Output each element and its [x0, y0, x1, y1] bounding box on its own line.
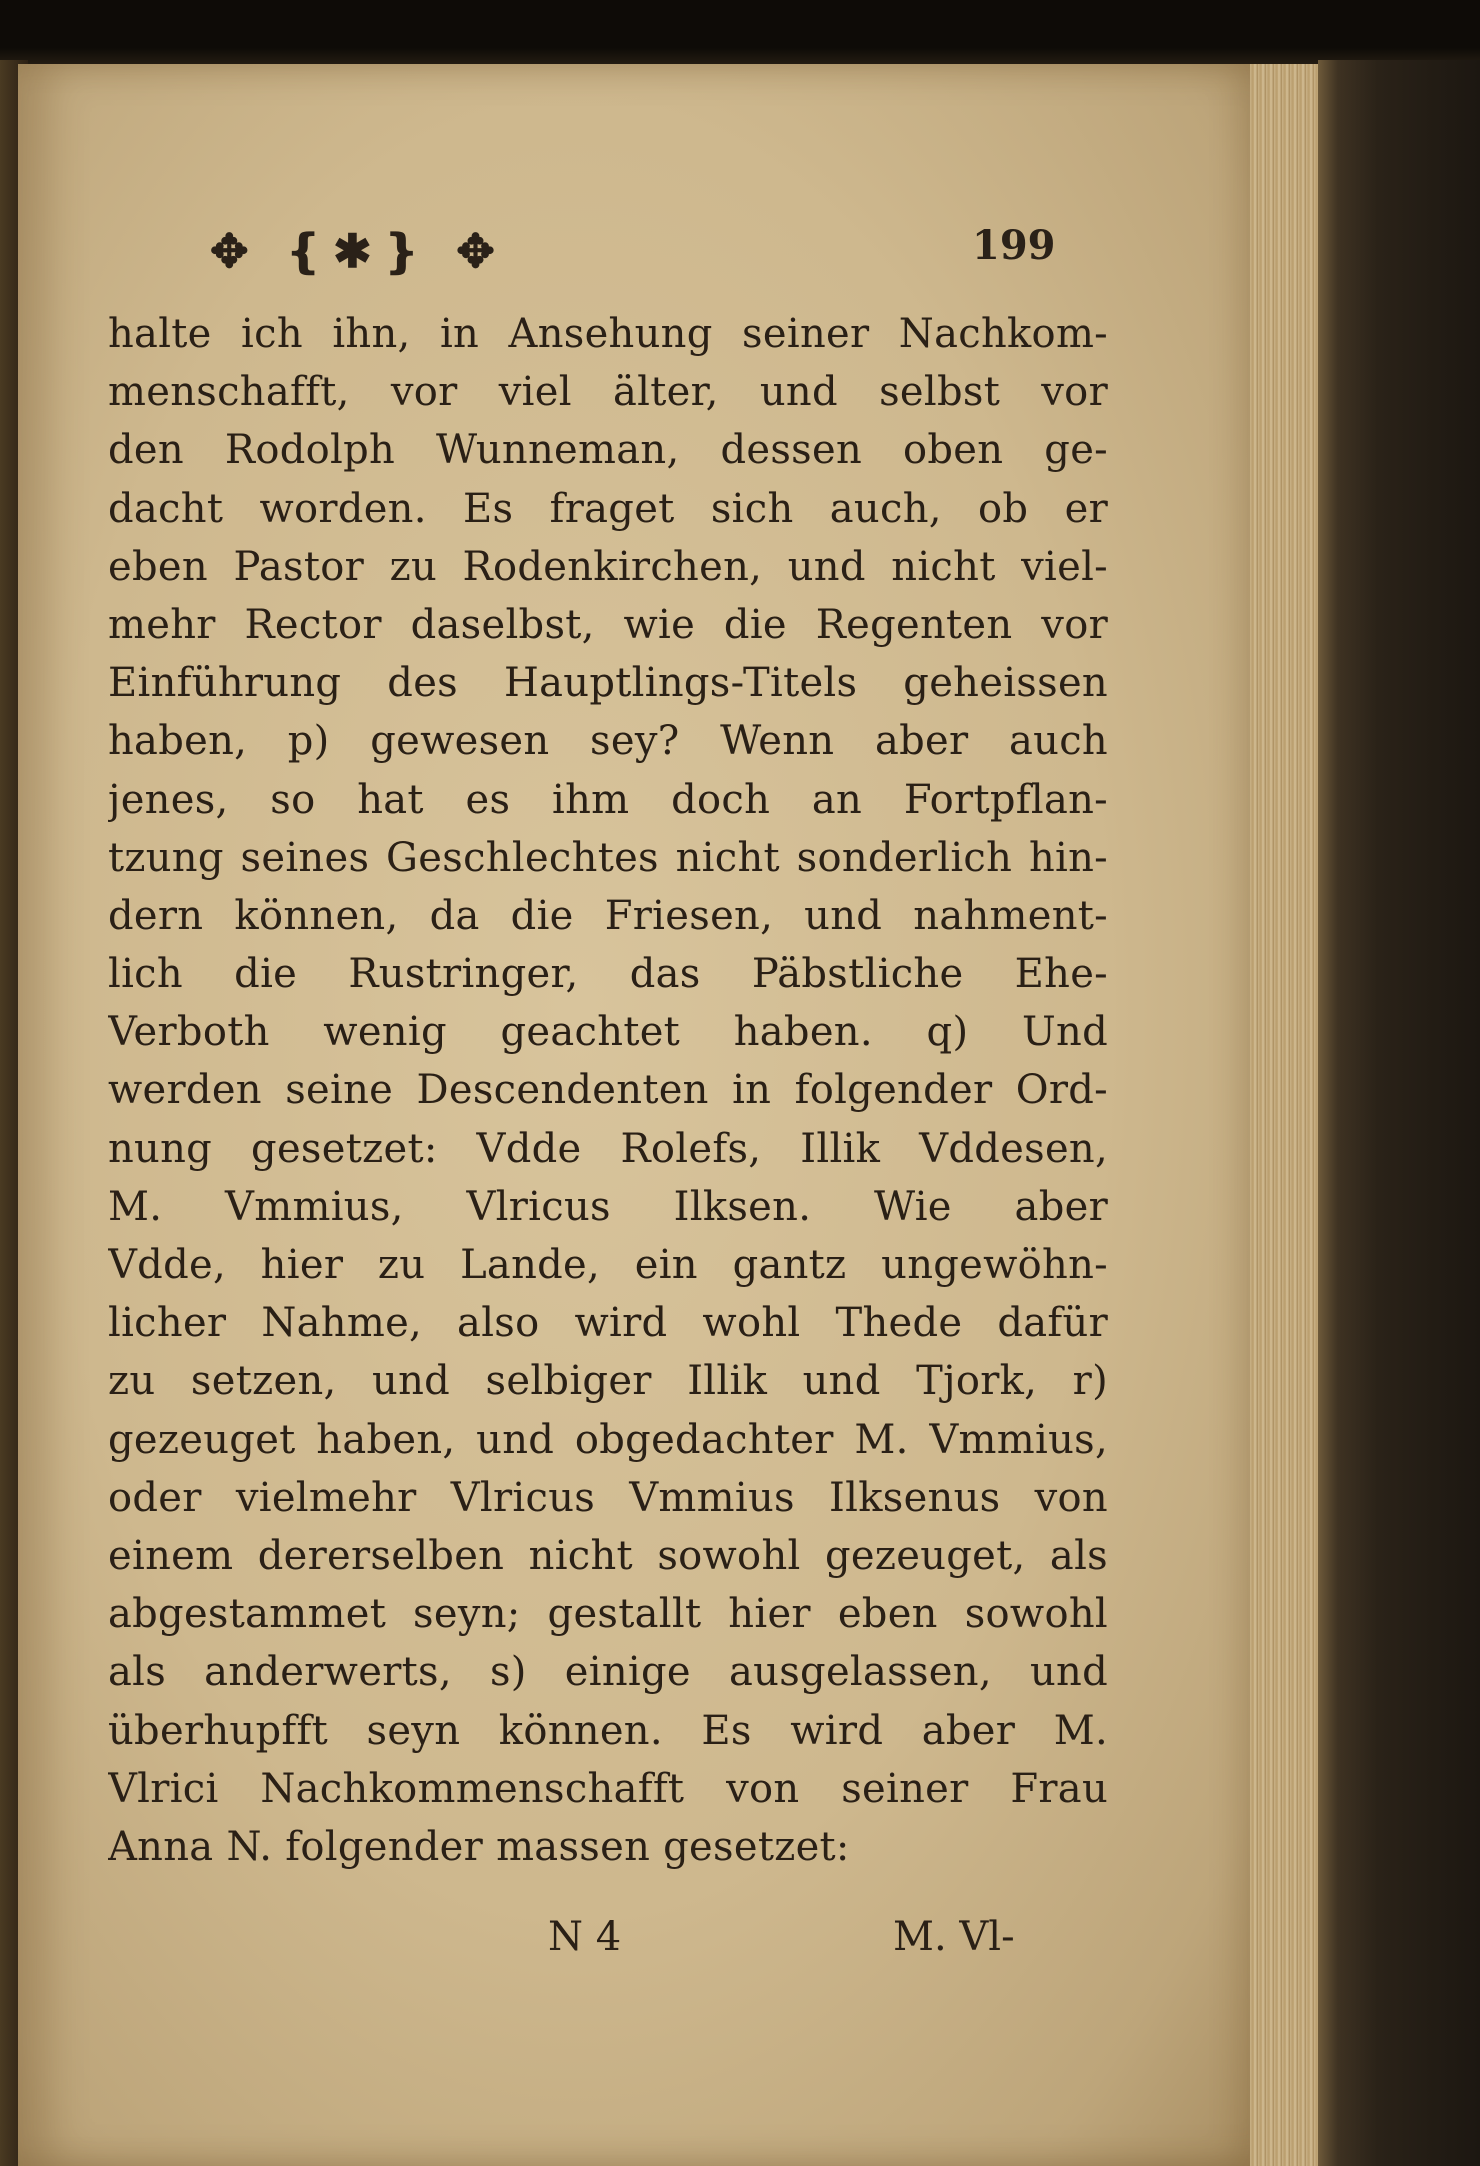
page-number: 199	[972, 222, 1056, 269]
text-line: Anna N. folgender massen gesetzet:	[108, 1823, 850, 1870]
text-line: eben Pastor zu Rodenkirchen, und nicht viel-	[108, 543, 1108, 590]
catchword: M. Vl-	[893, 1914, 1015, 1960]
text-line: Verboth wenig geachtet haben. q) Und	[108, 1009, 1108, 1056]
text-line: M. Vmmius, Vlricus Ilksen. Wie aber	[108, 1183, 1108, 1230]
text-line: tzung seines Geschlechtes nicht sonderlich hin-	[108, 834, 1108, 881]
text-line: dacht worden. Es fraget sich auch, ob er	[108, 485, 1108, 532]
text-line: oder vielmehr Vlricus Vmmius Ilksenus von	[108, 1474, 1108, 1521]
text-line: überhupfft seyn können. Es wird aber M.	[108, 1707, 1108, 1754]
header-ornament: ✥ ❴✱❵ ✥	[210, 224, 505, 278]
text-line: licher Nahme, also wird wohl Thede dafür	[108, 1300, 1108, 1347]
text-line: mehr Rector daselbst, wie die Regenten vor	[108, 601, 1108, 648]
text-line: Einführung des Hauptlings-Titels geheissen	[108, 660, 1108, 707]
signature-mark: N 4	[548, 1914, 622, 1960]
text-line: dern können, da die Friesen, und nahment-	[108, 892, 1108, 939]
text-line: menschafft, vor viel älter, und selbst vor	[108, 369, 1108, 416]
page-footer	[108, 1908, 1108, 1966]
text-line: jenes, so hat es ihm doch an Fortpflan-	[108, 776, 1108, 823]
text-line: den Rodolph Wunneman, dessen oben ge-	[108, 427, 1108, 474]
text-line: zu setzen, und selbiger Illik und Tjork, r)	[108, 1358, 1108, 1405]
book-cover-edge	[1318, 60, 1480, 2166]
text-line: abgestammet seyn; gestallt hier eben sowohl	[108, 1591, 1108, 1638]
text-line: gezeuget haben, und obgedachter M. Vmmius,	[108, 1416, 1108, 1463]
text-line: halte ich ihn, in Ansehung seiner Nachkom-	[108, 311, 1108, 357]
text-line: Vlrici Nachkommenschafft von seiner Frau	[108, 1765, 1108, 1812]
text-line: Vdde, hier zu Lande, ein gantz ungewöhn-	[108, 1242, 1108, 1288]
text-line: werden seine Descendenten in folgender Ord-	[108, 1067, 1108, 1114]
text-line: haben, p) gewesen sey? Wenn aber auch	[108, 718, 1108, 765]
text-line: einem dererselben nicht sowohl gezeuget, als	[108, 1532, 1108, 1579]
text-line: als anderwerts, s) einige ausgelassen, und	[108, 1649, 1108, 1696]
body-text	[108, 305, 1108, 1876]
text-line: lich die Rustringer, das Päbstliche Ehe-	[108, 951, 1108, 998]
text-line: nung gesetzet: Vdde Rolefs, Illik Vddesen,	[108, 1125, 1108, 1172]
